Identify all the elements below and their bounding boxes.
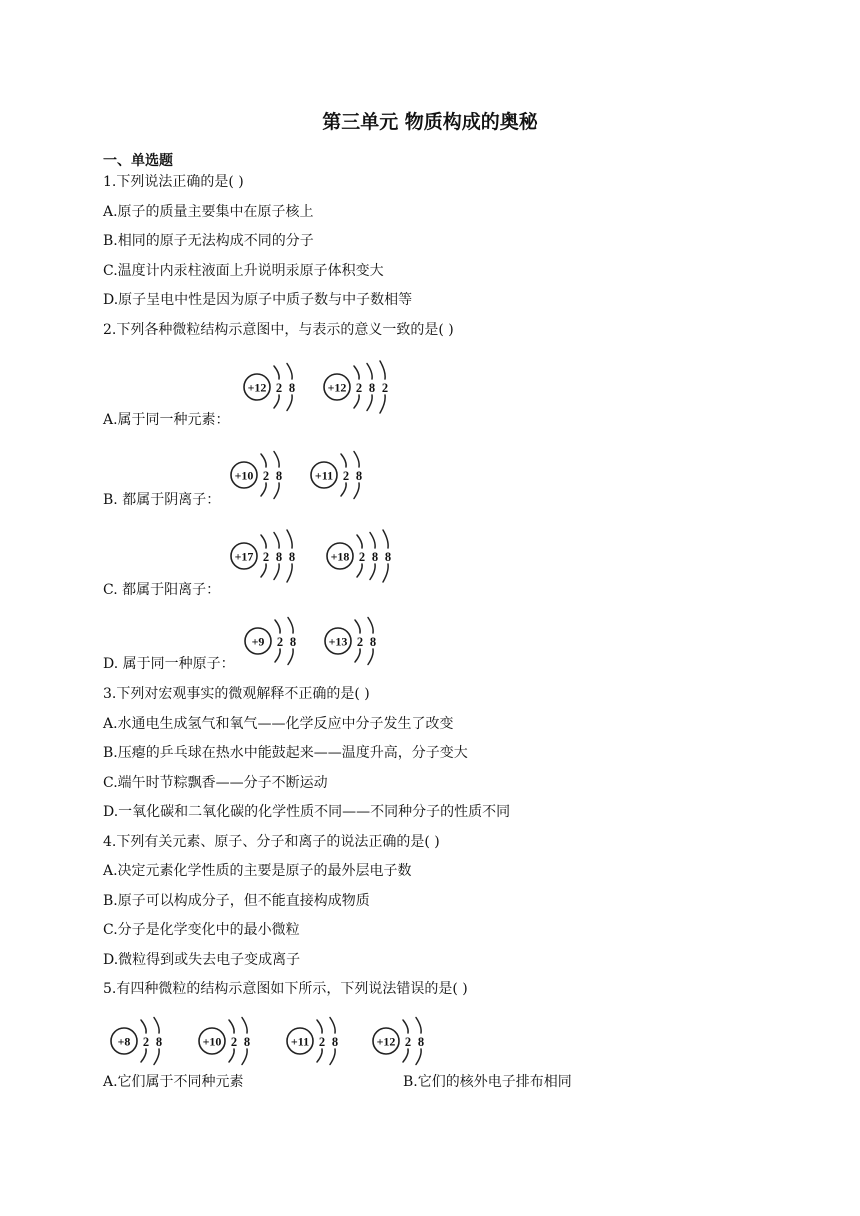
electron-shell-arc: [288, 618, 293, 634]
electron-shell-arc: [367, 364, 372, 380]
electron-shell-arc: [274, 366, 279, 379]
electron-count: 8: [243, 1035, 251, 1049]
q2-b-diagrams: [228, 446, 398, 504]
electron-shell-arc: [261, 535, 266, 548]
electron-shell-arc: [354, 366, 359, 379]
q1-stem: 1.下列说法正确的是( ): [103, 174, 244, 190]
electron-count: 2: [404, 1035, 412, 1049]
electron-count: 2: [358, 550, 366, 564]
electron-count: 2: [342, 469, 350, 483]
electron-count: 8: [275, 550, 283, 564]
q4-stem: 4.下列有关元素、原子、分子和离子的说法正确的是( ): [103, 834, 440, 850]
section-heading: 一、单选题: [103, 153, 173, 169]
atom-structure-diagram: [196, 1012, 265, 1074]
q5-option-a: A.它们属于不同种元素: [103, 1074, 244, 1090]
q4-option-a: A.决定元素化学性质的主要是原子的最外层电子数: [103, 863, 412, 879]
electron-shell-arc: [154, 1018, 159, 1034]
electron-count: 8: [369, 635, 377, 649]
electron-count: 8: [417, 1035, 425, 1049]
q1-option-a: A.原子的质量主要集中在原子核上: [103, 204, 314, 220]
electron-count: 2: [318, 1035, 326, 1049]
atom-structure-diagram: [284, 1012, 353, 1074]
electron-count: 8: [331, 1035, 339, 1049]
electron-shell-arc: [261, 483, 266, 496]
atom-structure-diagram: [321, 358, 403, 420]
electron-shell-arc: [354, 395, 359, 408]
nucleus-charge: +17: [234, 549, 254, 564]
electron-shell-arc: [154, 1049, 159, 1065]
electron-shell-arc: [403, 1020, 408, 1033]
electron-shell-arc: [357, 564, 362, 577]
q5-option-b: B.它们的核外电子排布相同: [403, 1074, 572, 1090]
q4-option-c: C.分子是化学变化中的最小微粒: [103, 922, 300, 938]
electron-shell-arc: [341, 454, 346, 467]
electron-shell-arc: [261, 454, 266, 467]
electron-shell-arc: [355, 620, 360, 633]
electron-count: 8: [384, 550, 392, 564]
nucleus-charge: +13: [328, 634, 348, 649]
electron-shell-arc: [380, 395, 385, 413]
nucleus-charge: +12: [376, 1034, 396, 1049]
q3-option-b: B.压瘪的乒乓球在热水中能鼓起来——温度升高，分子变大: [103, 745, 468, 761]
q2-option-d: D. 属于同一种原子：: [103, 656, 235, 672]
electron-count: 2: [262, 550, 270, 564]
electron-shell-arc: [287, 564, 292, 582]
nucleus-charge: +10: [234, 468, 254, 483]
q2-c-diagrams: [228, 527, 418, 593]
atom-structure-diagram: [242, 612, 311, 674]
electron-shell-arc: [275, 620, 280, 633]
electron-shell-arc: [354, 483, 359, 499]
electron-count: 8: [288, 550, 296, 564]
electron-shell-arc: [274, 533, 279, 549]
q2-d-diagrams: [242, 612, 412, 670]
nucleus-charge: +11: [314, 468, 334, 483]
electron-shell-arc: [317, 1020, 322, 1033]
electron-shell-arc: [368, 618, 373, 634]
q5-diagrams: [108, 1012, 448, 1070]
electron-count: 2: [142, 1035, 150, 1049]
q3-option-d: D.一氧化碳和二氧化碳的化学性质不同——不同种分子的性质不同: [103, 804, 511, 820]
q2-option-a: A.属于同一种元素：: [103, 412, 230, 428]
nucleus-charge: +18: [330, 549, 350, 564]
electron-shell-arc: [287, 395, 292, 411]
electron-shell-arc: [330, 1049, 335, 1065]
atom-svg: [324, 527, 406, 585]
electron-shell-arc: [274, 483, 279, 499]
electron-shell-arc: [370, 533, 375, 549]
nucleus-charge: +12: [327, 380, 347, 395]
electron-shell-arc: [403, 1049, 408, 1062]
electron-count: 8: [371, 550, 379, 564]
q3-option-c: C.端午时节粽飘香——分子不断运动: [103, 775, 328, 791]
q2-option-c: C. 都属于阳离子：: [103, 582, 221, 598]
atom-structure-diagram: [241, 358, 310, 420]
electron-count: 2: [355, 381, 363, 395]
electron-shell-arc: [141, 1020, 146, 1033]
nucleus-charge: +12: [247, 380, 267, 395]
electron-shell-arc: [274, 395, 279, 408]
atom-structure-diagram: [370, 1012, 439, 1074]
q4-option-d: D.微粒得到或失去电子变成离子: [103, 952, 301, 968]
electron-count: 2: [275, 381, 283, 395]
electron-shell-arc: [355, 649, 360, 662]
electron-count: 8: [155, 1035, 163, 1049]
atom-svg: [242, 612, 311, 670]
q2-option-b: B. 都属于阴离子：: [103, 492, 221, 508]
atom-structure-diagram: [322, 612, 391, 674]
q2-a-diagrams: [241, 358, 411, 420]
electron-shell-arc: [229, 1020, 234, 1033]
electron-count: 2: [381, 381, 389, 395]
q4-option-b: B.原子可以构成分子，但不能直接构成物质: [103, 893, 370, 909]
atom-structure-diagram: [228, 446, 297, 508]
q1-option-d: D.原子呈电中性是因为原子中质子数与中子数相等: [103, 292, 413, 308]
q3-stem: 3.下列对宏观事实的微观解释不正确的是( ): [103, 686, 370, 702]
electron-shell-arc: [383, 530, 388, 548]
electron-shell-arc: [330, 1018, 335, 1034]
electron-shell-arc: [354, 452, 359, 468]
electron-shell-arc: [229, 1049, 234, 1062]
atom-svg: [284, 1012, 353, 1070]
electron-shell-arc: [274, 564, 279, 580]
electron-shell-arc: [261, 564, 266, 577]
atom-structure-diagram: [108, 1012, 177, 1074]
electron-shell-arc: [141, 1049, 146, 1062]
electron-count: 8: [355, 469, 363, 483]
page-title: 第三单元 物质构成的奥秘: [322, 111, 538, 133]
electron-shell-arc: [357, 535, 362, 548]
atom-svg: [308, 446, 377, 504]
electron-shell-arc: [287, 364, 292, 380]
atom-svg: [321, 358, 403, 416]
q1-option-c: C.温度计内汞柱液面上升说明汞原子体积变大: [103, 263, 384, 279]
atom-svg: [196, 1012, 265, 1070]
electron-shell-arc: [242, 1018, 247, 1034]
electron-shell-arc: [242, 1049, 247, 1065]
atom-structure-diagram: [308, 446, 377, 508]
electron-shell-arc: [341, 483, 346, 496]
atom-svg: [241, 358, 310, 416]
electron-count: 2: [276, 635, 284, 649]
electron-shell-arc: [368, 649, 373, 665]
electron-shell-arc: [288, 649, 293, 665]
atom-svg: [322, 612, 391, 670]
electron-shell-arc: [416, 1018, 421, 1034]
electron-shell-arc: [370, 564, 375, 580]
electron-count: 8: [368, 381, 376, 395]
electron-shell-arc: [287, 530, 292, 548]
nucleus-charge: +10: [202, 1034, 222, 1049]
electron-shell-arc: [367, 395, 372, 411]
electron-shell-arc: [274, 452, 279, 468]
electron-count: 2: [230, 1035, 238, 1049]
q5-stem: 5.有四种微粒的结构示意图如下所示，下列说法错误的是( ): [103, 981, 468, 997]
atom-svg: [108, 1012, 177, 1070]
atom-svg: [228, 527, 310, 585]
q2-stem: 2.下列各种微粒结构示意图中，与表示的意义一致的是( ): [103, 322, 454, 338]
electron-shell-arc: [275, 649, 280, 662]
electron-count: 8: [289, 635, 297, 649]
electron-count: 2: [262, 469, 270, 483]
electron-shell-arc: [416, 1049, 421, 1065]
nucleus-charge: +8: [117, 1034, 131, 1049]
electron-shell-arc: [383, 564, 388, 582]
electron-count: 2: [356, 635, 364, 649]
electron-count: 8: [288, 381, 296, 395]
q3-option-a: A.水通电生成氢气和氧气——化学反应中分子发生了改变: [103, 716, 454, 732]
electron-shell-arc: [317, 1049, 322, 1062]
q1-option-b: B.相同的原子无法构成不同的分子: [103, 233, 314, 249]
electron-shell-arc: [380, 361, 385, 379]
nucleus-charge: +9: [251, 634, 265, 649]
atom-svg: [370, 1012, 439, 1070]
atom-structure-diagram: [324, 527, 406, 589]
electron-count: 8: [275, 469, 283, 483]
atom-structure-diagram: [228, 527, 310, 589]
nucleus-charge: +11: [290, 1034, 310, 1049]
atom-svg: [228, 446, 297, 504]
